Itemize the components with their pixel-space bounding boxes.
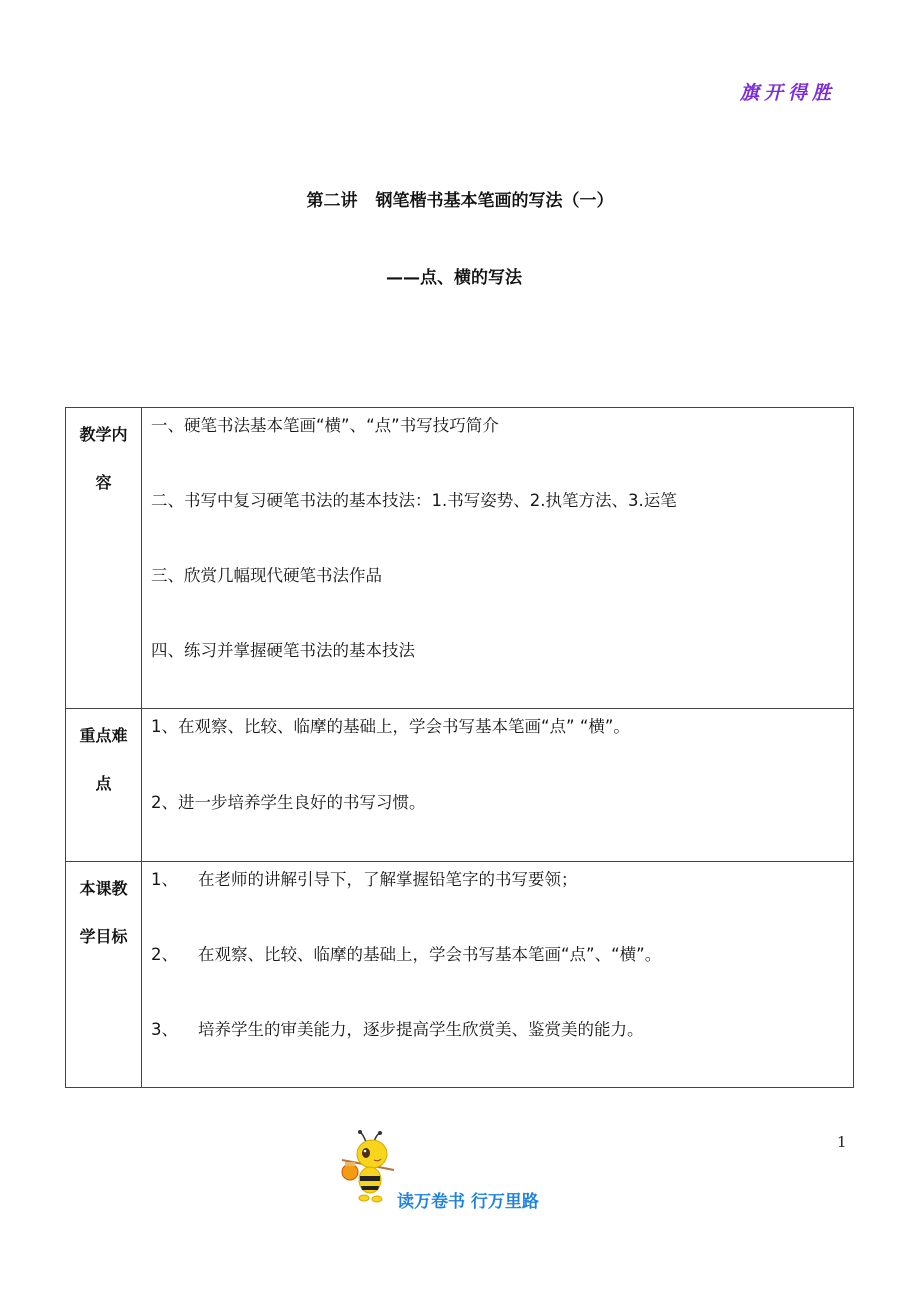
objective-number: 3、 <box>151 1020 178 1039</box>
row-label: 本课教 <box>79 879 128 898</box>
row-label-cell <box>66 862 142 1088</box>
row-content-cell <box>142 709 854 862</box>
table-row-teaching-content <box>66 408 854 709</box>
objective-text: 在老师的讲解引导下，了解掌握铅笔字的书写要领； <box>198 870 578 889</box>
objective-item <box>151 937 853 1012</box>
row-label: 重点难 <box>79 726 128 745</box>
content-item: 四、练习并掌握硬笔书法的基本技法 <box>151 641 415 660</box>
lesson-plan-table <box>65 407 854 1088</box>
objective-item <box>151 1012 853 1087</box>
objective-item <box>151 862 853 937</box>
header-slogan: 旗开得胜 <box>740 82 837 104</box>
table-row-key-points <box>66 709 854 862</box>
table-row-objectives <box>66 862 854 1088</box>
page-title <box>0 186 920 211</box>
lecture-title: 钢笔楷书基本笔画的写法（一） <box>375 191 614 211</box>
content-item: 1、在观察、比较、临摩的基础上，学会书写基本笔画“点” “横”。 <box>151 717 630 736</box>
row-label: 教学内 <box>79 425 128 444</box>
page-subtitle: ——点、横的写法 <box>386 268 522 288</box>
row-content-cell <box>142 408 854 709</box>
page-number: 1 <box>837 1133 847 1151</box>
content-item: 二、书写中复习硬笔书法的基本技法：1.书写姿势、2.执笔方法、3.运笔 <box>151 491 677 510</box>
row-label-cell <box>66 408 142 709</box>
objective-text: 培养学生的审美能力，逐步提高学生欣赏美、鉴赏美的能力。 <box>198 1020 644 1039</box>
row-label: 点 <box>95 774 112 793</box>
objective-number: 2、 <box>151 945 178 964</box>
row-content-cell <box>142 862 854 1088</box>
content-item: 一、硬笔书法基本笔画“横”、“点”书写技巧简介 <box>151 416 499 435</box>
lecture-number: 第二讲 <box>306 191 358 211</box>
bee-mascot-icon <box>336 1128 400 1208</box>
content-item: 三、欣赏几幅现代硬笔书法作品 <box>151 566 382 585</box>
footer-motto: 读万卷书 行万里路 <box>397 1192 539 1212</box>
row-label: 学目标 <box>79 927 128 946</box>
content-item: 2、进一步培养学生良好的书写习惯。 <box>151 793 426 812</box>
row-label-cell <box>66 709 142 862</box>
objective-text: 在观察、比较、临摩的基础上，学会书写基本笔画“点”、“横”。 <box>198 945 662 964</box>
objective-number: 1、 <box>151 870 178 889</box>
row-label: 容 <box>95 473 112 492</box>
